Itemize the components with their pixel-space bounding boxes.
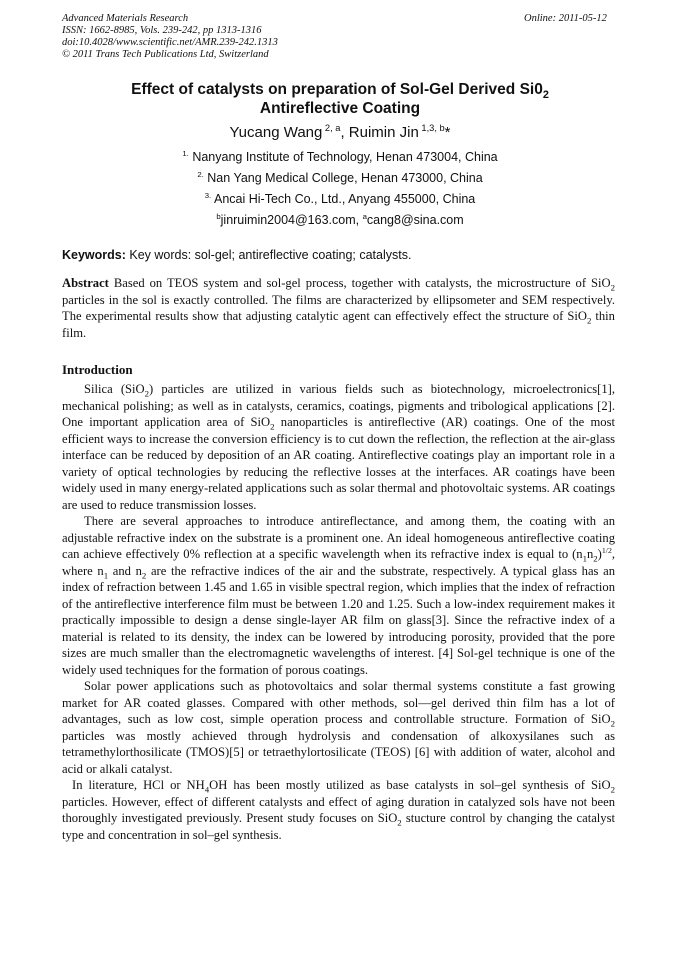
author-list: Yucang Wang $^{2, a}$, Ruimin Jin $^{1,3, b}$* — [229, 123, 451, 141]
email-line: $^b$jinruimin2004@163.com, $^a$cang8@sina.com — [216, 211, 464, 227]
corresponding-mark: * — [444, 124, 451, 141]
section-heading: Introduction — [62, 362, 133, 377]
author-name: Ruimin Jin — [348, 124, 419, 141]
affiliation: $^{1.}$ Nanyang Institute of Technology, Henan 473004, China — [182, 148, 498, 164]
online-date: Online: 2011-05-12 — [524, 13, 607, 24]
journal-name: Advanced Materials Research — [62, 13, 189, 24]
introduction-body — [62, 381, 615, 843]
affiliation: $^{2.}$ Nan Yang Medical College, Henan 473000, China — [197, 169, 483, 185]
paper-title: Effect of catalysts on preparation of Sol-Gel Derived $Si0_2$ Antireflective Coating — [131, 81, 549, 117]
doi-line: doi:10.4028/www.scientific.net/AMR.239-242.1313 — [62, 37, 278, 48]
paragraph: Solar power applications such as photovoltaics and solar thermal systems constitute a fast growing market for AR coated glasses. Compared with other methods, sol—gel derived thin film has a lot of advantages, such as low cost, simple operation process and controllable structure. Formation of SiO$_2$ particles was mostly achieved through hydrolysis and condensation of alkoxysilanes such as tetramethylorthosilicate (TMOS)[5] or tetraethylortosilicate (TEOS) [6] with addition of water, alcohol and acid or alkali catalyst. — [62, 679, 615, 776]
copyright-line: © 2011 Trans Tech Publications Ltd, Switzerland — [62, 49, 269, 60]
paragraph: There are several approaches to introduce antireflectance, and among them, the coating with an adjustable refractive index on the substrate is a prominent one. An ideal homogeneous antireflective coating can achieve effectively 0% reflection at a specific wavelength when its refractive index is equal to $(n_1n_2)^{1/2}$, where $n_1$ and $n_2$ are the refractive indices of the air and the substrate, respectively. A typical glass has an index of refraction between 1.45 and 1.65 in visible spectral region, which implies that the index of refraction of the antireflective interference film must be between 1.20 and 1.25. Such a low-index requirement makes it practically impossible to design a dense single-layer AR film on glass[3]. Since the refractive index of a material is related to its density, the index can be lowered by introducing porosity, provided that the pore sizes are much smaller than the electromagnetic wavelengths of interest. [4] Sol-gel technique is one of the widely used techniques for the formation of porous coatings. — [62, 514, 615, 677]
issn-line: ISSN: 1662-8985, Vols. 239-242, pp 1313-1316 — [62, 25, 262, 36]
affiliation: $^{3.}$ Ancai Hi-Tech Co., Ltd., Anyang 455000, China — [204, 190, 476, 206]
journal-header — [62, 13, 278, 61]
abstract: Abstract Based on TEOS system and sol-gel process, together with catalysts, the microstructure of SiO$_2$ particles in the sol is exactly controlled. The films are characterized by ellipsometer and SEM respectively. The experimental results show that adjusting catalytic agent can effectively effect the structure of SiO$_2$ thin film. — [62, 276, 615, 340]
keywords: Keywords: Key words: sol-gel; antireflective coating; catalysts. — [62, 248, 412, 262]
author-name: Yucang Wang — [229, 124, 323, 141]
paragraph: Silica (SiO$_2$) particles are utilized in various fields such as biotechnology, microelectronics[1], mechanical polishing; as well as in catalysts, ceramics, coatings, pigments and tribological applications [2]. One important application area of SiO$_2$ nanoparticles is antireflective (AR) coatings. One of the most efficient ways to increase the conversion efficiency is to cut down the reflection, the reflection at the air-glass interface can be reduced by deposition of an AR coating. Antireflective coatings play an important role in a variety of optical technologies by reducing the reflective losses at the interfaces. AR coatings have been widely used in many energy-related applications such as solar thermal and photovoltaic systems. AR coatings are used to reduce transmission losses. — [62, 382, 615, 512]
paragraph: In literature, HCl or $NH_4OH$ has been mostly utilized as base catalysts in sol–gel synthesis of SiO$_2$ particles. However, effect of different catalysts and effect of aging duration in catalyzed sols have not been thoroughly investigated previously. Present study focuses on SiO$_2$ stucture control by changing the catalyst type and concentration in sol–gel synthesis. — [62, 778, 615, 842]
